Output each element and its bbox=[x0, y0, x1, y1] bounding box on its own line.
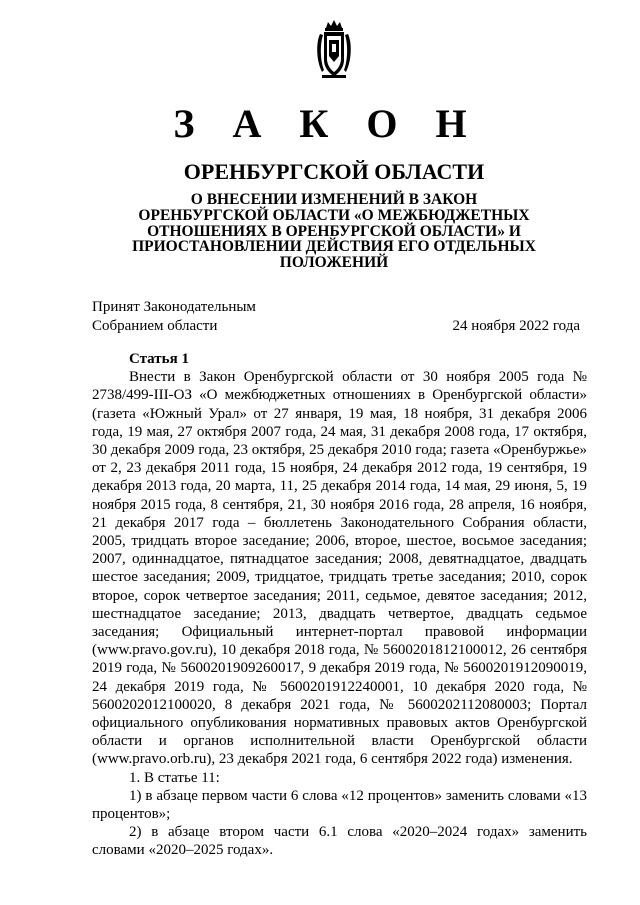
article-content bbox=[92, 350, 587, 860]
article-item-1: 1. В статье 11: bbox=[129, 769, 220, 786]
adopted-by-line2: Собранием области bbox=[92, 318, 218, 334]
law-subject: О ВНЕСЕНИИ ИЗМЕНЕНИЙ В ЗАКОН ОРЕНБУРГСКОЙ ОБЛАСТИ «О МЕЖБЮДЖЕТНЫХ ОТНОШЕНИЯХ В ОРЕНБУРГСКОЙ ОБЛАСТИ» И ПРИОСТАНОВЛЕНИИ ДЕЙСТВИЯ ЕГО ОТДЕЛЬНЫХ ПОЛОЖЕНИЙ bbox=[132, 191, 536, 272]
law-title: З А К О Н bbox=[173, 101, 481, 146]
article-subitem-1: 1) в абзаце первом части 6 слова «12 процентов» заменить словами «13 процентов»; bbox=[92, 787, 587, 823]
adoption-date: 24 ноября 2022 года bbox=[452, 318, 580, 334]
article-subitem-2: 2) в абзаце втором части 6.1 слова «2020–2024 годах» заменить словами «2020–2025 годах». bbox=[92, 824, 587, 859]
adopted-by-line1: Принят Законодательным bbox=[92, 299, 256, 315]
article-intro-paragraph: Внести в Закон Оренбургской области от 30 ноября 2005 года № 2738/499-III-ОЗ «О межбюджетных отношениях в Оренбургской области» (газета «Южный Урал» от 27 января, 19 мая, 18 ноября, 31 декабря 2006 года, 19 мая, 27 октября 2007 года, 24 мая, 31 декабря 2008 года, 17 октября, 30 декабря 2009 года, 23 октября, 25 декабря 2010 года; газета «Оренбуржье» от 2, 23 декабря 2011 года, 15 ноября, 24 декабря 2012 года, 19 сентября, 19 декабря 2013 года, 20 марта, 11, 25 декабря 2014 года, 14 мая, 29 июня, 5, 19 ноября 2015 года, 8 сентября, 21, 30 ноября 2016 года, 28 апреля, 16 ноября, 21 декабря 2017 года – бюллетень Законодательного Собрания области, 2005, тридцать второе заседание; 2006, второе, шестое, восьмое заседания; 2007, одиннадцатое, пятнадцатое заседания; 2008, девятнадцатое, двадцать шестое заседания; 2009, тридцатое, тридцать третье заседания; 2010, сорок второе, сорок четвертое заседания; 2011, седьмое, девятое заседания; 2012, шестнадцатое заседание; 2013, двадцать четвертое, двадцать седьмое заседания; Официальный интернет-портал правовой информации (www.pravo.gov.ru), 10 декабря 2018 года, № 5600201812100012, 26 сентября 2019 года, № 5600201909260017, 9 декабря 2019 года, № 5600201912090019, 24 декабря 2019 года, № 5600201912240001, 10 декабря 2020 года, № 5600202012100020, 8 декабря 2021 года, № 5600202112080003; Портал официального опубликования нормативных правовых актов Оренбургской области и органов исполнительной власти Оренбургской области (www.pravo.orb.ru), 23 декабря 2021 года, 6 сентября 2022 года) изменения. bbox=[92, 369, 587, 768]
coat-of-arms-emblem-icon bbox=[314, 20, 354, 80]
region-title: ОРЕНБУРГСКОЙ ОБЛАСТИ bbox=[183, 159, 485, 184]
adoption-block bbox=[92, 298, 592, 336]
article-title: Статья 1 bbox=[129, 351, 189, 367]
